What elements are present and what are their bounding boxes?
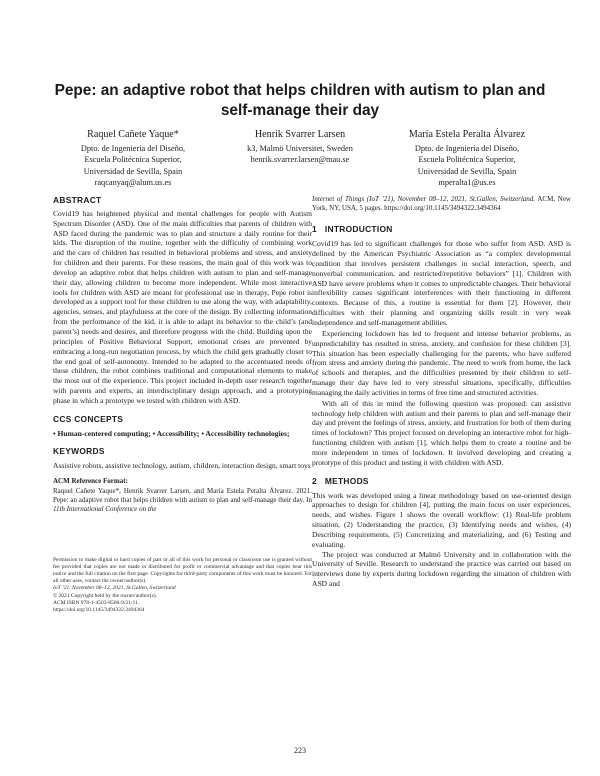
acm-reference-venue: 11th International Conference on the [53,505,157,514]
abstract-text: Covid19 has heightened physical and mental challenges for people with Autism Spectrum Disorder (ASD). One of the main difficulties that parents of children with ASD faced during the pandemic was to plan and structure a daily routine for their kids. The disruption of the routine, together with the difficulty of combining work and the care of children has resulted in behavioral problems and stress, and anxiety for children and their parents. For these reasons, the main goal of this work was to develop an adaptive robot that helps children with autism to plan and self-manage their day, allowing children to become more independent. While most interactive tools for children with ASD are meant for professional use in therapy, Pepe robot is developed as a support tool for these children to use along the way, with adaptability, agencies, senses, and playfulness at the core of the design. By collecting information from the performance of the kid, it is able to adapt its behavior to the child’s (and parent’s) needs and desires, and therefore progress with the child. Building upon the principles of Positive Behavioral Support, emotional crises are prevented by embracing a long-run negotiation process, by which the child gets gradually closer to the end goal of self-autonomy. Intended to be adapted to the accentuated needs of these children, the robot combines traditional and computational elements to make the most out of the experience. This project included in-depth user research together with parents and experts, an interdisciplinary design approach, and a prototyping phase in which a prototype we tested with children with ASD. [53,208,312,405]
author-block-1 [48,128,218,188]
author-affiliation: Escuela Politécnica Superior, [418,155,516,165]
author-block-2 [215,128,385,166]
intro-paragraph: Covid19 has led to significant challenges for those who suffer from ASD. ASD is defined by the American Psychiatric Association as “a complex developmental condition that involves persistent challenges in social interaction, speech, and nonverbal communication, and restricted/repetitive behaviors” [1]. Children with ASD have severe problems when it comes to unpredictable changes. Their behavioral inflexibility causes significant interferences with their functioning in different contexts. Because of this, a routine is essential for them [2]. However, their difficulties with their planning and organizing skills result in very weak independence and self-management abilities. [312,239,571,327]
ccs-heading: CCS CONCEPTS [53,413,124,424]
author-affiliation: k3, Malmö Universitet, Sweden [247,144,353,153]
author-affiliation: Universidad de Sevilla, Spain [83,166,183,176]
keywords-text: Assistive robots, assistive technology, autism, children, interaction design, smart toys [53,461,311,471]
author-affiliation: Universidad de Sevilla, Spain [417,166,517,176]
author-name: María Estela Peralta Álvarez [408,129,526,140]
left-column [53,196,312,614]
author-email: raqcanyaq@alum.us.es [94,177,172,187]
ccs-text: • Human-centered computing; • Accessibility; • Accessibility technologies; [53,428,290,438]
author-name: Raquel Cañete Yaque* [87,129,179,140]
doi-line: https://doi.org/10.1145/3494322.3494364 [53,606,145,613]
copyright-venue: IoT ’21, November 08–12, 2021, St.Gallen, Switzerland [53,585,176,592]
isbn-line: ACM ISBN 978-1-4503-8566-9/21/11. [53,599,140,606]
author-affiliation: Dpto. de Ingeniería del Diseño, [414,144,520,153]
right-column [312,195,571,589]
copyright-notice [53,557,312,615]
methods-heading: 2 METHODS [312,475,369,486]
keywords-heading: KEYWORDS [53,446,105,457]
acm-reference-text: Raquel Cañete Yaque*, Henrik Svarrer Larsen, and María Estela Peralta Álvarez. 2021. Pepe: an adaptive robot that helps children with autism to plan and self-manage their day. In 11th International Conference on the [53,486,312,514]
methods-paragraph: The project was conducted at Malmö University and in collaboration with the University of Seville. Research to understand the practice was carried out based on interviews done by experts during lockdown regarding the situation of children with ASD and [312,549,571,589]
author-name: Henrik Svarrer Larsen [254,129,346,140]
methods-paragraph: This work was developed using a linear methodology based on use-oriented design approaches to design for children [4], putting the main focus on user experiences, needs, and wishes. Figure 1 shows the overall workflow: (1) Real-life problem situation, (2) Understanding the practice, (3) Identifying needs and wishes, (4) Describing requirements, (5) Concretizing and materializing, and (6) Testing and evaluating. [312,490,571,549]
intro-paragraph: Experiencing lockdown has led to frequent and intense behavior problems, as unpredictability has resulted in stress, anxiety, and confusion for these children [3]. This situation has been especially challenging for the parents, who have suffered from stress and anxiety during the pandemic. The need to work from home, the lack of schools and therapies, and the difficulties presented by their children to self-manage their day have led to very stressful situations, specifically, difficulties managing the daily activities in terms of free time and structured activities. [312,328,571,397]
author-affiliation: Escuela Politécnica Superior, [84,155,182,165]
author-block-3 [382,128,552,188]
page-number: 223 [294,746,306,755]
paper-title: Pepe: an adaptive robot that helps children with autism to plan and self-manage their day [54,82,546,119]
intro-paragraph: With all of this in mind the following question was proposed: can assistive technology help children with autism and their parents to plan and self-manage their day and prevent the feelings of stress, anxiety, and frustration for both of them during times of lockdown? This project focused on developing an interactive robot for high-functioning children with autism [1], which helps them to create a routine and be more independent in times of lockdown. It involved developing and creating a prototype of this product and testing it with children with ASD. [312,398,571,467]
author-email: mperalta1@us.es [438,177,496,187]
abstract-heading: ABSTRACT [53,195,102,205]
author-affiliation: Dpto. de Ingeniería del Diseño, [80,144,186,153]
permission-text: Permission to make digital or hard copies of part or all of this work for personal or classroom use is granted without fee provided that copies are not made or distributed for profit or commercial advantage and that copies bear this notice and the full citation on the first page. Copyrights for third-party components of this work must be honored. For all other uses, contact the owner/author(s). [53,556,312,585]
acm-reference-heading: ACM Reference Format: [53,477,128,486]
acm-reference-continued: Internet of Things (IoT ’21), November 08–12, 2021, St.Gallen, Switzerland. ACM, New York, NY, USA, 5 pages. https://doi.org/10.1145/3494322.3494364 [312,195,571,213]
copyright-line: © 2021 Copyright held by the owner/author(s). [53,592,157,599]
author-email: henrik.svarrer.larsen@mau.se [250,155,350,165]
introduction-heading: 1 INTRODUCTION [312,224,393,235]
